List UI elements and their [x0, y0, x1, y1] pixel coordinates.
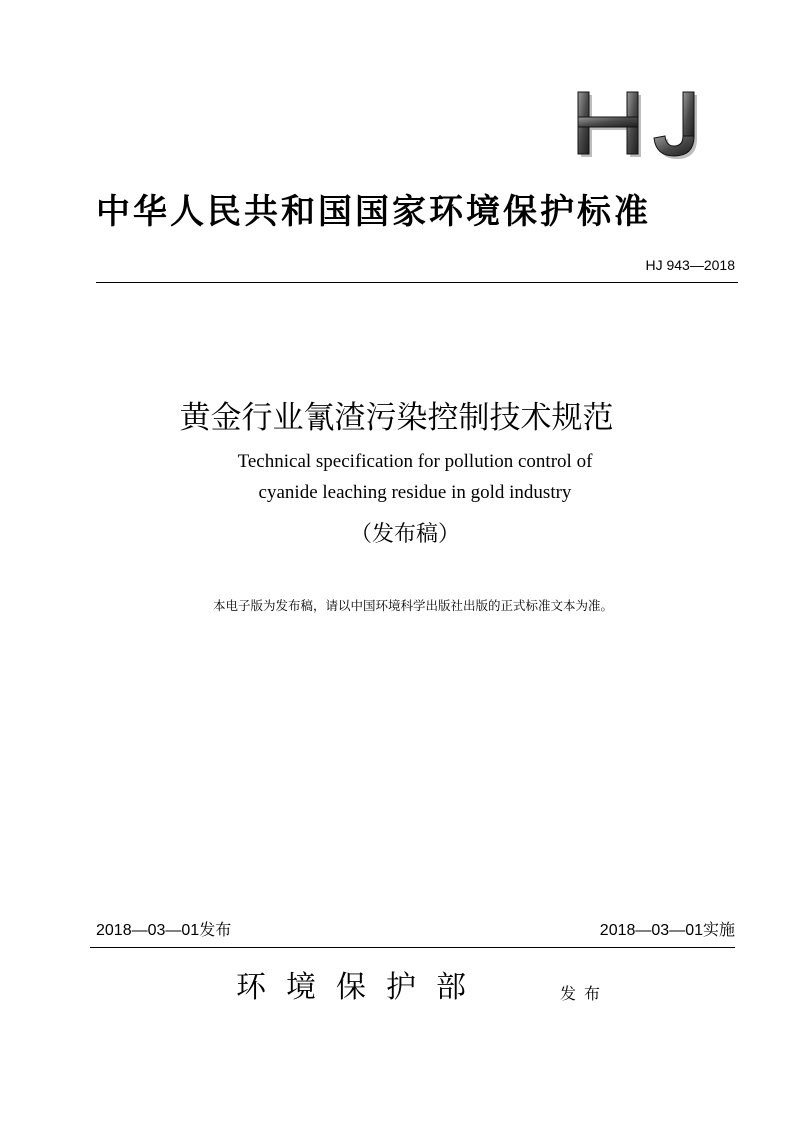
issuing-authority: 环境保护部 — [236, 970, 486, 1005]
issue-date: 2018—03—01发布 — [96, 922, 232, 939]
standard-number: HJ 943—2018 — [645, 257, 735, 273]
footer-divider — [90, 947, 735, 948]
document-title-en-line-2: cyanide leaching residue in gold industry — [258, 482, 572, 503]
header-divider — [96, 282, 738, 283]
issuing-authority-suffix: 发布 — [560, 984, 609, 1003]
hj-logo-icon — [572, 80, 712, 170]
document-title-en-line-1: Technical specification for pollution control of — [237, 451, 593, 472]
document-title-cn: 黄金行业氰渣污染控制技术规范 — [179, 400, 614, 436]
electronic-version-notice: 本电子版为发布稿，请以中国环境科学出版社出版的正式标准文本为准。 — [212, 598, 613, 613]
draft-label: （发布稿） — [349, 522, 460, 547]
implementation-date: 2018—03—01实施 — [599, 922, 735, 939]
national-standard-title: 中华人民共和国国家环境保护标准 — [96, 192, 651, 232]
